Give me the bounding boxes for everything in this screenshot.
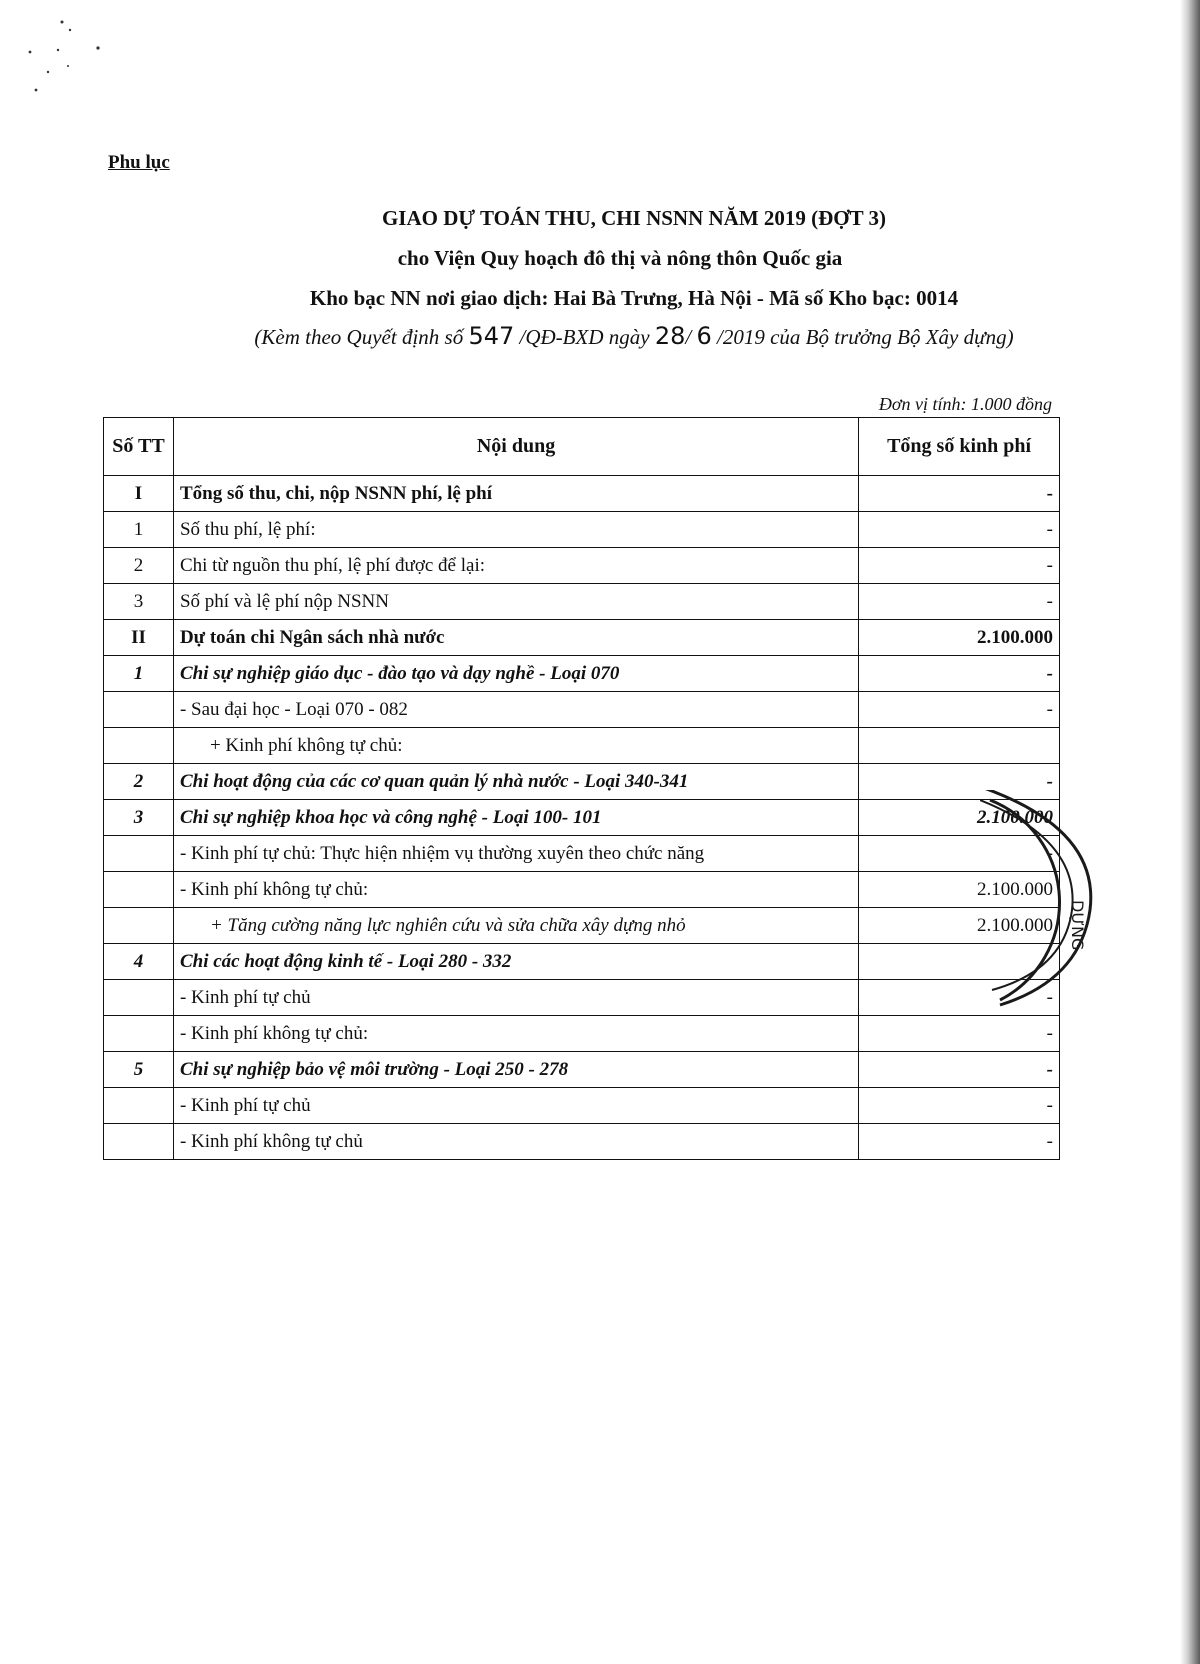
row-amount: - — [859, 764, 1060, 800]
table-row — [104, 1016, 1060, 1052]
table-row — [104, 620, 1060, 656]
row-content: Số thu phí, lệ phí: — [173, 512, 858, 548]
row-amount: - — [859, 1088, 1060, 1124]
row-amount: - — [859, 656, 1060, 692]
decision-number: 547 — [468, 322, 515, 350]
row-amount: - — [859, 548, 1060, 584]
document-title: GIAO DỰ TOÁN THU, CHI NSNN NĂM 2019 (ĐỢT 3) — [381, 206, 887, 230]
table-row — [104, 980, 1060, 1016]
table-row — [104, 944, 1060, 980]
row-amount: - — [859, 584, 1060, 620]
row-amount: - — [859, 980, 1060, 1016]
row-amount: - — [859, 512, 1060, 548]
decision-reference — [34, 322, 1200, 350]
row-content: - Sau đại học - Loại 070 - 082 — [173, 692, 858, 728]
row-amount: 2.100.000 — [859, 872, 1060, 908]
budget-table-body — [104, 476, 1060, 1160]
row-stt: II — [104, 620, 174, 656]
table-header-row — [104, 418, 1060, 476]
row-content: + Kinh phí không tự chủ: — [173, 728, 858, 764]
table-row — [104, 476, 1060, 512]
row-amount: - — [859, 1016, 1060, 1052]
row-content: - Kinh phí không tự chủ: — [173, 872, 858, 908]
row-stt — [104, 908, 174, 944]
row-amount: - — [859, 1052, 1060, 1088]
row-stt: 4 — [104, 944, 174, 980]
table-row — [104, 836, 1060, 872]
document-subtitle-treasury: Kho bạc NN nơi giao dịch: Hai Bà Trưng, Hà Nội - Mã số Kho bạc: 0014 — [309, 286, 959, 310]
header-content: Nội dung — [173, 418, 858, 476]
row-content: Chi từ nguồn thu phí, lệ phí được để lại: — [173, 548, 858, 584]
row-amount: - — [859, 836, 1060, 872]
table-row — [104, 908, 1060, 944]
row-stt — [104, 980, 174, 1016]
row-content: Chi sự nghiệp giáo dục - đào tạo và dạy nghề - Loại 070 — [173, 656, 858, 692]
budget-table — [103, 417, 1060, 1160]
header-total: Tổng số kinh phí — [859, 418, 1060, 476]
table-row — [104, 656, 1060, 692]
row-amount: - — [859, 692, 1060, 728]
table-row — [104, 692, 1060, 728]
row-stt: 3 — [104, 584, 174, 620]
decision-day: 28 — [654, 322, 686, 350]
decision-prefix: (Kèm theo Quyết định số — [254, 325, 464, 349]
row-amount: 2.100.000 — [859, 908, 1060, 944]
row-content: + Tăng cường năng lực nghiên cứu và sửa chữa xây dựng nhỏ — [173, 908, 858, 944]
row-content: - Kinh phí không tự chủ — [173, 1124, 858, 1160]
row-stt: 1 — [104, 656, 174, 692]
row-stt — [104, 872, 174, 908]
table-row — [104, 1124, 1060, 1160]
row-content: - Kinh phí tự chủ — [173, 1088, 858, 1124]
row-stt: 3 — [104, 800, 174, 836]
row-stt: I — [104, 476, 174, 512]
row-stt: 2 — [104, 764, 174, 800]
row-amount: 2.100.000 — [859, 800, 1060, 836]
row-content: - Kinh phí tự chủ: Thực hiện nhiệm vụ thường xuyên theo chức năng — [173, 836, 858, 872]
row-stt — [104, 1124, 174, 1160]
row-content: Chi các hoạt động kinh tế - Loại 280 - 332 — [173, 944, 858, 980]
table-row — [104, 800, 1060, 836]
row-content: Dự toán chi Ngân sách nhà nước — [173, 620, 858, 656]
table-row — [104, 1088, 1060, 1124]
row-stt: 5 — [104, 1052, 174, 1088]
row-content: Chi sự nghiệp bảo vệ môi trường - Loại 250 - 278 — [173, 1052, 858, 1088]
row-amount: - — [859, 1124, 1060, 1160]
row-amount — [859, 944, 1060, 980]
seal-text: DỰNG — [1068, 900, 1087, 951]
row-stt: 1 — [104, 512, 174, 548]
row-amount — [859, 728, 1060, 764]
decision-month: 6 — [696, 322, 712, 350]
row-content: Chi hoạt động của các cơ quan quản lý nhà nước - Loại 340-341 — [173, 764, 858, 800]
document-subtitle-institute: cho Viện Quy hoạch đô thị và nông thôn Quốc gia — [397, 246, 843, 270]
row-stt — [104, 836, 174, 872]
table-row — [104, 584, 1060, 620]
scan-edge-shadow — [1180, 0, 1200, 1664]
table-row — [104, 764, 1060, 800]
header-stt: Số TT — [104, 418, 174, 476]
row-content: Chi sự nghiệp khoa học và công nghệ - Loại 100- 101 — [173, 800, 858, 836]
appendix-label: Phu lục — [108, 152, 170, 173]
row-content: - Kinh phí tự chủ — [173, 980, 858, 1016]
table-row — [104, 548, 1060, 584]
row-amount: - — [859, 476, 1060, 512]
row-amount: 2.100.000 — [859, 620, 1060, 656]
decision-suffix: /2019 của Bộ trưởng Bộ Xây dựng) — [717, 325, 1014, 349]
decision-date-sep: / — [685, 325, 692, 349]
table-row — [104, 728, 1060, 764]
row-content: Tổng số thu, chi, nộp NSNN phí, lệ phí — [173, 476, 858, 512]
row-stt — [104, 728, 174, 764]
decision-mid: /QĐ-BXD ngày — [519, 325, 650, 349]
row-content: Số phí và lệ phí nộp NSNN — [173, 584, 858, 620]
row-content: - Kinh phí không tự chủ: — [173, 1016, 858, 1052]
scan-specks — [20, 10, 120, 100]
table-row — [104, 872, 1060, 908]
table-row — [104, 512, 1060, 548]
row-stt — [104, 1088, 174, 1124]
row-stt — [104, 1016, 174, 1052]
row-stt — [104, 692, 174, 728]
table-row — [104, 1052, 1060, 1088]
row-stt: 2 — [104, 548, 174, 584]
unit-note: Đơn vị tính: 1.000 đồng — [878, 394, 1052, 414]
